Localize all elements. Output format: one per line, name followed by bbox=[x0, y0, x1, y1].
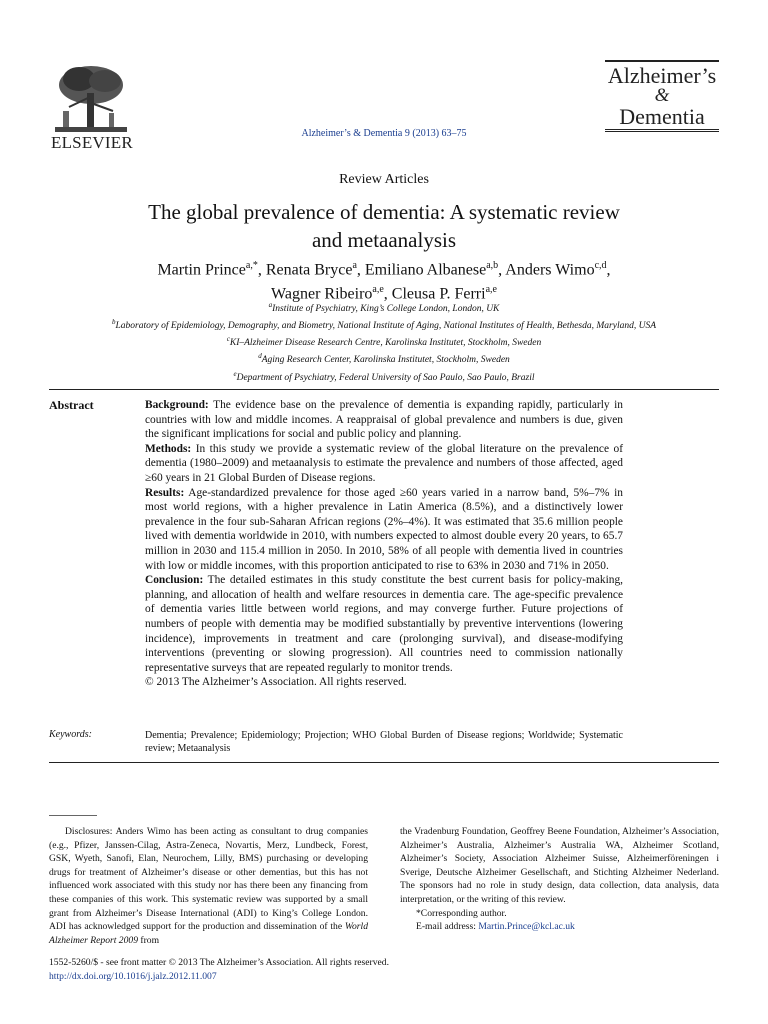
brand-rule bbox=[605, 60, 719, 62]
issn-line: 1552-5260/$ - see front matter © 2013 The Alzheimer’s Association. All rights reserved. bbox=[49, 957, 389, 968]
affiliation bbox=[40, 299, 728, 316]
email-link[interactable]: Martin.Prince@kcl.ac.uk bbox=[478, 921, 575, 933]
abstract-methods bbox=[145, 442, 623, 486]
affiliation bbox=[40, 350, 728, 367]
author-name[interactable]: Renata Bryce bbox=[265, 261, 353, 279]
footnote-left-column bbox=[49, 825, 368, 947]
email-line bbox=[400, 920, 719, 934]
affiliation bbox=[40, 368, 728, 385]
abstract-heading: Methods: bbox=[145, 442, 192, 455]
author-name[interactable]: Wagner Ribeiro bbox=[271, 285, 373, 303]
footnote-right-column bbox=[400, 825, 719, 934]
keywords-text: Dementia; Prevalence; Epidemiology; Projection; WHO Global Burden of Disease regions; Worldwide; Systematic review; Metaanalysis bbox=[145, 730, 623, 754]
abstract-text: The detailed estimates in this study constitute the best current basis for policy-making, planning, and allocation of health and welfare resources in dementia care. The age-specific prevalence of dementia varies little between world regions, and may converge further. Future projections of numbers of people with dementia may be modified substantially by preventive interventions (lowering incidence), improvements in treatment and care (prolonging survival), and disease-modifying interventions (preventing or slowing progression). All countries need to commission nationally representative surveys that are repeated regularly to monitor trends. bbox=[145, 574, 623, 674]
affil-text: Department of Psychiatry, Federal University of Sao Paulo, Sao Paulo, Brazil bbox=[236, 372, 535, 383]
abstract-background bbox=[145, 398, 623, 442]
footnote-text: Disclosures: Anders Wimo has been acting as consultant to drug companies (e.g., Pfizer, Janssen-Cilag, Astra-Zeneca, Novartis, Merz, Lundbeck, Forest, GSK, Wyeth, Sanofi, Elan, Neurochem, Lilly, BMS) purchasing or developing drugs for treatment of Alzheimer’s disease or other dementias, but this has not influenced work associated with this study nor has there been any financing from these companies of this work. This systematic review was supported by a small grant from Alzheimer’s Disease International (ADI) to King’s College London. ADI has acknowledged support for the production and dissemination of the bbox=[49, 826, 368, 933]
section-divider bbox=[49, 762, 719, 763]
disclosure-footnote bbox=[49, 825, 368, 947]
footnote-rule bbox=[49, 815, 97, 816]
doi-link[interactable]: http://dx.doi.org/10.1016/j.jalz.2012.11.007 bbox=[49, 970, 217, 982]
abstract-heading: Conclusion: bbox=[145, 574, 204, 587]
affil-marker: e bbox=[233, 369, 237, 378]
affil-marker: a bbox=[268, 301, 273, 309]
abstract-body bbox=[145, 398, 623, 690]
author-line: Martin Prince$^{a,*}$, Renata Bryce$^a$, Emiliano Albanese$^{a,b}$, Anders Wimo$^{c,d}$, bbox=[157, 260, 611, 279]
keywords-label: Keywords: bbox=[49, 729, 92, 740]
section-divider bbox=[49, 389, 719, 390]
page-header bbox=[49, 54, 719, 154]
corresponding-author-note: *Corresponding author. bbox=[416, 907, 507, 919]
author-name[interactable]: Cleusa P. Ferri bbox=[391, 285, 486, 303]
affiliation bbox=[40, 333, 728, 350]
author-name[interactable]: Emiliano Albanese bbox=[364, 261, 487, 279]
author-list bbox=[84, 256, 684, 305]
brand-ampersand: & bbox=[654, 85, 670, 106]
abstract-heading: Background: bbox=[145, 399, 209, 411]
affil-marker: b bbox=[112, 318, 116, 327]
article-title bbox=[84, 198, 684, 254]
abstract-text: In this study we provide a systematic review of the global literature on the prevalence of dementia (1980–2009) and metaanalysis to estimate the prevalence and numbers of those affected, aged ≥60 years in 21 Global Burden of Disease regions. bbox=[145, 442, 623, 484]
abstract-label: Abstract bbox=[49, 398, 94, 412]
footnote-text: from bbox=[138, 934, 160, 946]
title-line: The global prevalence of dementia: A systematic review bbox=[148, 200, 620, 224]
author-affil-sup: a bbox=[352, 260, 357, 271]
abstract-conclusion bbox=[145, 573, 623, 675]
affil-text: KI–Alzheimer Disease Research Centre, Karolinska Institutet, Stockholm, Sweden bbox=[229, 338, 542, 349]
affil-marker: c bbox=[226, 335, 230, 344]
author-affil-sup: c,d bbox=[594, 260, 607, 271]
affil-text: Laboratory of Epidemiology, Demography, and Biometry, National Institute of Aging, National Institutes of Health, Bethesda, Maryland, USA bbox=[115, 321, 656, 332]
abstract-text: The evidence base on the prevalence of dementia is expanding rapidly, particularly in countries with low and middle incomes. A reappraisal of global prevalence and numbers is due, given the significant implications for social and public policy and planning. bbox=[145, 399, 623, 441]
publisher-name: ELSEVIER bbox=[51, 133, 133, 152]
report-title: World Alzheimer Report 2009 bbox=[49, 921, 368, 946]
section-label: Review Articles bbox=[339, 172, 429, 187]
abstract-results bbox=[145, 486, 623, 574]
author-name[interactable]: Anders Wimo bbox=[505, 261, 595, 279]
abstract-heading: Results: bbox=[145, 486, 185, 499]
affiliation-list bbox=[40, 299, 728, 385]
brand-word-alzheimers: Alzheimer’s bbox=[607, 63, 717, 88]
author-affil-sup: a,e bbox=[485, 284, 497, 296]
author-affil-sup: a,e bbox=[372, 284, 384, 296]
abstract-copyright: © 2013 The Alzheimer’s Association. All rights reserved. bbox=[145, 676, 407, 689]
brand-word-dementia: Dementia bbox=[619, 104, 705, 129]
journal-brand-logo bbox=[605, 60, 719, 132]
author-affil-sup: a,b bbox=[486, 260, 499, 271]
title-line: and metaanalysis bbox=[311, 228, 457, 252]
affiliation bbox=[40, 316, 728, 333]
author-line: Wagner Ribeiro$^{a,e}$, Cleusa P. Ferri$^{a,e}$ bbox=[271, 284, 497, 303]
footnote-text: the Vradenburg Foundation, Geoffrey Beene Foundation, Alzheimer’s Association, Alzheimer’s Australia, Alzheimer’s Australia WA, Alzheimer Scotland, Alzheimer’s Society, Association Alzheimer Suisse, Alzheimerföreningen i Sverige, Deutsche Alzheimer Gesellschaft, and Stichting Alzheimer Nederland. The sponsors had no role in study design, data collection, data analysis, data interpretation, or the writing of this review. bbox=[400, 826, 719, 905]
author-name[interactable]: Martin Prince bbox=[157, 261, 246, 279]
author-affil-sup: a,* bbox=[245, 260, 258, 271]
affil-marker: d bbox=[258, 352, 262, 361]
brand-rule bbox=[605, 129, 719, 132]
journal-citation-link[interactable]: Alzheimer’s & Dementia 9 (2013) 63–75 bbox=[301, 128, 467, 139]
affil-text: Institute of Psychiatry, King’s College London, London, UK bbox=[272, 304, 500, 315]
abstract-text: Age-standardized prevalence for those aged ≥60 years varied in a narrow band, 5%–7% in most world regions, with a higher prevalence in Latin America (8.5%), and a distinctively lower prevalence in the four sub-Saharan African regions (2%–4%). It was estimated that 35.6 million people lived with dementia worldwide in 2010, with numbers expected to almost double every 20 years, to 65.7 million in 2030 and 115.4 million in 2050. In 2010, 58% of all people with dementia lived in countries with low or middle incomes, with this proportion anticipated to rise to 63% in 2030 and 71% in 2050. bbox=[145, 486, 623, 572]
affil-text: Aging Research Center, Karolinska Institutet, Stockholm, Sweden bbox=[261, 355, 510, 366]
email-label: E-mail address: bbox=[416, 921, 476, 933]
bottom-metadata bbox=[49, 956, 389, 983]
